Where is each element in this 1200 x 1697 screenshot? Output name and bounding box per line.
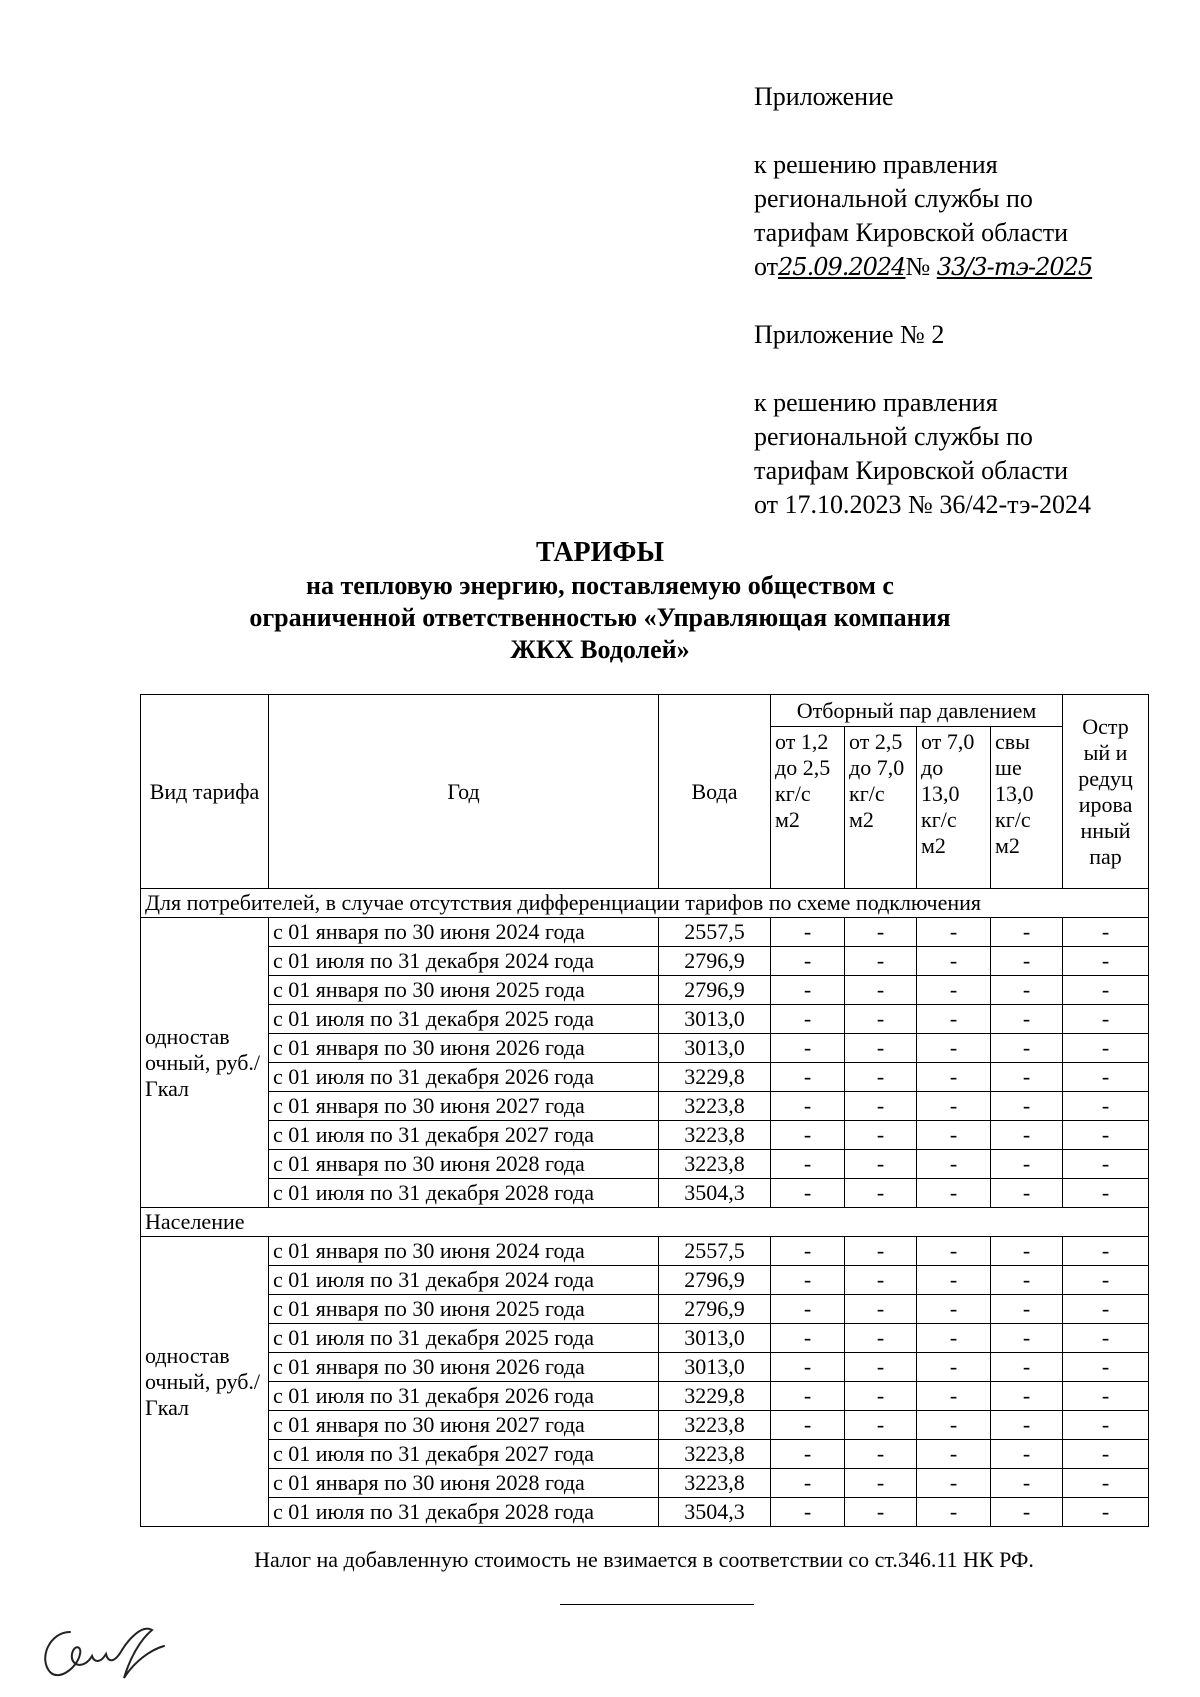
header-water: Вода (659, 695, 771, 889)
steam1-cell: - (771, 976, 845, 1005)
sharp-steam-cell: - (1063, 1121, 1149, 1150)
steam4-cell: - (991, 947, 1063, 976)
water-cell: 3223,8 (659, 1440, 771, 1469)
appendix-line: тарифам Кировской области (754, 218, 1069, 247)
steam4-cell: - (991, 1295, 1063, 1324)
steam2-cell: - (845, 1237, 917, 1266)
steam3-cell: - (917, 1411, 991, 1440)
steam2-cell: - (845, 1324, 917, 1353)
steam2-cell: - (845, 1498, 917, 1527)
steam4-cell: - (991, 976, 1063, 1005)
appendix-header (754, 80, 1174, 522)
steam4-cell: - (991, 1353, 1063, 1382)
vat-footnote: Налог на добавленную стоимость не взимается в соответствии со ст.346.11 НК РФ. (254, 1547, 1034, 1572)
steam2-cell: - (845, 1411, 917, 1440)
section-title: Население (141, 1208, 1149, 1237)
appendix-line: региональной службы по (754, 422, 1033, 451)
period-cell: с 01 января по 30 июня 2026 года (269, 1034, 659, 1063)
steam2-cell: - (845, 1121, 917, 1150)
steam3-cell: - (917, 1179, 991, 1208)
table-row (141, 1092, 1149, 1121)
sharp-steam-cell: - (1063, 1150, 1149, 1179)
title-line: на тепловую энергию, поставляемую обществом с (306, 571, 894, 600)
steam2-cell: - (845, 947, 917, 976)
table-row (141, 1498, 1149, 1527)
water-cell: 3223,8 (659, 1150, 771, 1179)
steam2-cell: - (845, 918, 917, 947)
period-cell: с 01 июля по 31 декабря 2024 года (269, 1266, 659, 1295)
steam2-cell: - (845, 1150, 917, 1179)
title-line: ЖКХ Водолей» (510, 635, 690, 664)
steam3-cell: - (917, 1237, 991, 1266)
table-row (141, 1469, 1149, 1498)
steam1-cell: - (771, 1266, 845, 1295)
steam4-cell: - (991, 1266, 1063, 1295)
sharp-steam-cell: - (1063, 1440, 1149, 1469)
water-cell: 3013,0 (659, 1034, 771, 1063)
separator-line (560, 1604, 754, 1605)
table-row (141, 1063, 1149, 1092)
steam3-cell: - (917, 1121, 991, 1150)
steam1-cell: - (771, 947, 845, 976)
handwritten-date: 25.09.2024 (778, 253, 906, 281)
steam2-cell: - (845, 1063, 917, 1092)
period-cell: с 01 января по 30 июня 2028 года (269, 1469, 659, 1498)
signature (30, 1610, 190, 1690)
steam4-cell: - (991, 1382, 1063, 1411)
table-row (141, 1150, 1149, 1179)
water-cell: 3223,8 (659, 1121, 771, 1150)
table-row (141, 1005, 1149, 1034)
period-cell: с 01 января по 30 июня 2027 года (269, 1411, 659, 1440)
water-cell: 3013,0 (659, 1005, 771, 1034)
header-steam-group: Отборный пар давлением (771, 695, 1063, 727)
tariffs-table (140, 694, 1149, 1527)
period-cell: с 01 января по 30 июня 2026 года (269, 1353, 659, 1382)
steam1-cell: - (771, 1469, 845, 1498)
steam3-cell: - (917, 1324, 991, 1353)
steam3-cell: - (917, 1440, 991, 1469)
steam3-cell: - (917, 1498, 991, 1527)
steam3-cell: - (917, 1005, 991, 1034)
document-title (160, 536, 1040, 666)
period-cell: с 01 января по 30 июня 2024 года (269, 918, 659, 947)
steam1-cell: - (771, 1063, 845, 1092)
sharp-steam-cell: - (1063, 1266, 1149, 1295)
appendix-title: Приложение (754, 82, 894, 111)
sharp-steam-cell: - (1063, 1063, 1149, 1092)
sharp-steam-cell: - (1063, 1295, 1149, 1324)
table-row (141, 1295, 1149, 1324)
steam2-cell: - (845, 1440, 917, 1469)
sharp-steam-cell: - (1063, 1179, 1149, 1208)
tariff-type-cell: одностав очный, руб./Гкал (141, 918, 269, 1208)
steam3-cell: - (917, 1353, 991, 1382)
steam3-cell: - (917, 1092, 991, 1121)
steam1-cell: - (771, 1179, 845, 1208)
steam2-cell: - (845, 1092, 917, 1121)
table-row (141, 1411, 1149, 1440)
steam1-cell: - (771, 918, 845, 947)
water-cell: 2796,9 (659, 976, 771, 1005)
number-prefix: № (905, 252, 931, 281)
table-row (141, 1237, 1149, 1266)
period-cell: с 01 июля по 31 декабря 2026 года (269, 1382, 659, 1411)
table-body (141, 889, 1149, 1527)
steam4-cell: - (991, 918, 1063, 947)
sharp-steam-cell: - (1063, 1498, 1149, 1527)
period-cell: с 01 июля по 31 декабря 2026 года (269, 1063, 659, 1092)
water-cell: 3229,8 (659, 1063, 771, 1092)
appendix-line: тарифам Кировской области (754, 456, 1069, 485)
sharp-steam-cell: - (1063, 1034, 1149, 1063)
header-steam-3: от 7,0 до 13,0 кг/с м2 (917, 727, 991, 889)
steam4-cell: - (991, 1324, 1063, 1353)
appendix2-title: Приложение № 2 (754, 320, 945, 349)
header-tariff-type: Вид тарифа (141, 695, 269, 889)
sharp-steam-cell: - (1063, 976, 1149, 1005)
steam2-cell: - (845, 1469, 917, 1498)
sharp-steam-cell: - (1063, 918, 1149, 947)
appendix-line: региональной службы по (754, 184, 1033, 213)
steam1-cell: - (771, 1295, 845, 1324)
steam1-cell: - (771, 1498, 845, 1527)
steam4-cell: - (991, 1121, 1063, 1150)
sharp-steam-cell: - (1063, 1382, 1149, 1411)
water-cell: 3229,8 (659, 1382, 771, 1411)
water-cell: 3013,0 (659, 1324, 771, 1353)
title-line: ограниченной ответственностью «Управляющая компания (249, 603, 951, 632)
period-cell: с 01 января по 30 июня 2025 года (269, 976, 659, 1005)
steam4-cell: - (991, 1034, 1063, 1063)
table-row (141, 1353, 1149, 1382)
date-prefix: от (754, 252, 779, 281)
steam4-cell: - (991, 1150, 1063, 1179)
steam4-cell: - (991, 1005, 1063, 1034)
sharp-steam-cell: - (1063, 1469, 1149, 1498)
appendix-line: к решению правления (754, 150, 998, 179)
sharp-steam-cell: - (1063, 1324, 1149, 1353)
appendix-line: от 17.10.2023 № 36/42-тэ-2024 (754, 490, 1092, 519)
tariff-type-cell: одностав очный, руб./Гкал (141, 1237, 269, 1527)
steam2-cell: - (845, 1353, 917, 1382)
steam1-cell: - (771, 1324, 845, 1353)
handwritten-number: 33/3-тэ-2025 (936, 253, 1093, 281)
steam2-cell: - (845, 1179, 917, 1208)
steam2-cell: - (845, 976, 917, 1005)
table-row (141, 1034, 1149, 1063)
steam3-cell: - (917, 1034, 991, 1063)
water-cell: 2557,5 (659, 918, 771, 947)
header-steam-1: от 1,2 до 2,5 кг/с м2 (771, 727, 845, 889)
table-row (141, 1324, 1149, 1353)
steam4-cell: - (991, 1469, 1063, 1498)
section-title: Для потребителей, в случае отсутствия дифференциации тарифов по схеме подключения (141, 889, 1149, 918)
water-cell: 3504,3 (659, 1498, 771, 1527)
title-main: ТАРИФЫ (536, 537, 664, 568)
steam4-cell: - (991, 1440, 1063, 1469)
sharp-steam-cell: - (1063, 1353, 1149, 1382)
steam3-cell: - (917, 1469, 991, 1498)
steam1-cell: - (771, 1034, 845, 1063)
steam1-cell: - (771, 1411, 845, 1440)
sharp-steam-cell: - (1063, 1237, 1149, 1266)
steam1-cell: - (771, 1005, 845, 1034)
steam2-cell: - (845, 1266, 917, 1295)
period-cell: с 01 января по 30 июня 2027 года (269, 1092, 659, 1121)
sharp-steam-cell: - (1063, 947, 1149, 976)
water-cell: 3504,3 (659, 1179, 771, 1208)
period-cell: с 01 июля по 31 декабря 2028 года (269, 1498, 659, 1527)
header-steam-4: свы ше 13,0 кг/с м2 (991, 727, 1063, 889)
period-cell: с 01 июля по 31 декабря 2028 года (269, 1179, 659, 1208)
table-row (141, 918, 1149, 947)
water-cell: 3013,0 (659, 1353, 771, 1382)
period-cell: с 01 января по 30 июня 2024 года (269, 1237, 659, 1266)
section-row (141, 1208, 1149, 1237)
steam4-cell: - (991, 1063, 1063, 1092)
sharp-steam-cell: - (1063, 1411, 1149, 1440)
appendix-line: к решению правления (754, 388, 998, 417)
period-cell: с 01 января по 30 июня 2028 года (269, 1150, 659, 1179)
table-row (141, 1266, 1149, 1295)
steam1-cell: - (771, 1382, 845, 1411)
water-cell: 2796,9 (659, 1295, 771, 1324)
water-cell: 3223,8 (659, 1092, 771, 1121)
steam2-cell: - (845, 1034, 917, 1063)
period-cell: с 01 января по 30 июня 2025 года (269, 1295, 659, 1324)
table-row (141, 976, 1149, 1005)
steam3-cell: - (917, 1295, 991, 1324)
steam1-cell: - (771, 1237, 845, 1266)
header-year: Год (269, 695, 659, 889)
steam3-cell: - (917, 1382, 991, 1411)
steam4-cell: - (991, 1498, 1063, 1527)
water-cell: 2557,5 (659, 1237, 771, 1266)
steam3-cell: - (917, 1063, 991, 1092)
period-cell: с 01 июля по 31 декабря 2027 года (269, 1440, 659, 1469)
steam3-cell: - (917, 918, 991, 947)
steam3-cell: - (917, 1266, 991, 1295)
table-row (141, 1440, 1149, 1469)
appendix-date-line (754, 250, 1174, 284)
water-cell: 2796,9 (659, 1266, 771, 1295)
water-cell: 3223,8 (659, 1469, 771, 1498)
table-row (141, 1179, 1149, 1208)
header-sharp-steam: Остр ый и редуц ирова нный пар (1063, 695, 1149, 889)
steam3-cell: - (917, 976, 991, 1005)
table-row (141, 1382, 1149, 1411)
steam4-cell: - (991, 1179, 1063, 1208)
period-cell: с 01 июля по 31 декабря 2025 года (269, 1324, 659, 1353)
period-cell: с 01 июля по 31 декабря 2027 года (269, 1121, 659, 1150)
table-row (141, 947, 1149, 976)
steam1-cell: - (771, 1150, 845, 1179)
steam2-cell: - (845, 1295, 917, 1324)
steam1-cell: - (771, 1092, 845, 1121)
steam1-cell: - (771, 1440, 845, 1469)
header-steam-2: от 2,5 до 7,0 кг/с м2 (845, 727, 917, 889)
steam2-cell: - (845, 1005, 917, 1034)
steam1-cell: - (771, 1353, 845, 1382)
steam4-cell: - (991, 1411, 1063, 1440)
steam4-cell: - (991, 1237, 1063, 1266)
steam4-cell: - (991, 1092, 1063, 1121)
steam1-cell: - (771, 1121, 845, 1150)
sharp-steam-cell: - (1063, 1092, 1149, 1121)
water-cell: 3223,8 (659, 1411, 771, 1440)
period-cell: с 01 июля по 31 декабря 2024 года (269, 947, 659, 976)
section-row (141, 889, 1149, 918)
steam2-cell: - (845, 1382, 917, 1411)
sharp-steam-cell: - (1063, 1005, 1149, 1034)
steam3-cell: - (917, 1150, 991, 1179)
period-cell: с 01 июля по 31 декабря 2025 года (269, 1005, 659, 1034)
table-row (141, 1121, 1149, 1150)
steam3-cell: - (917, 947, 991, 976)
water-cell: 2796,9 (659, 947, 771, 976)
